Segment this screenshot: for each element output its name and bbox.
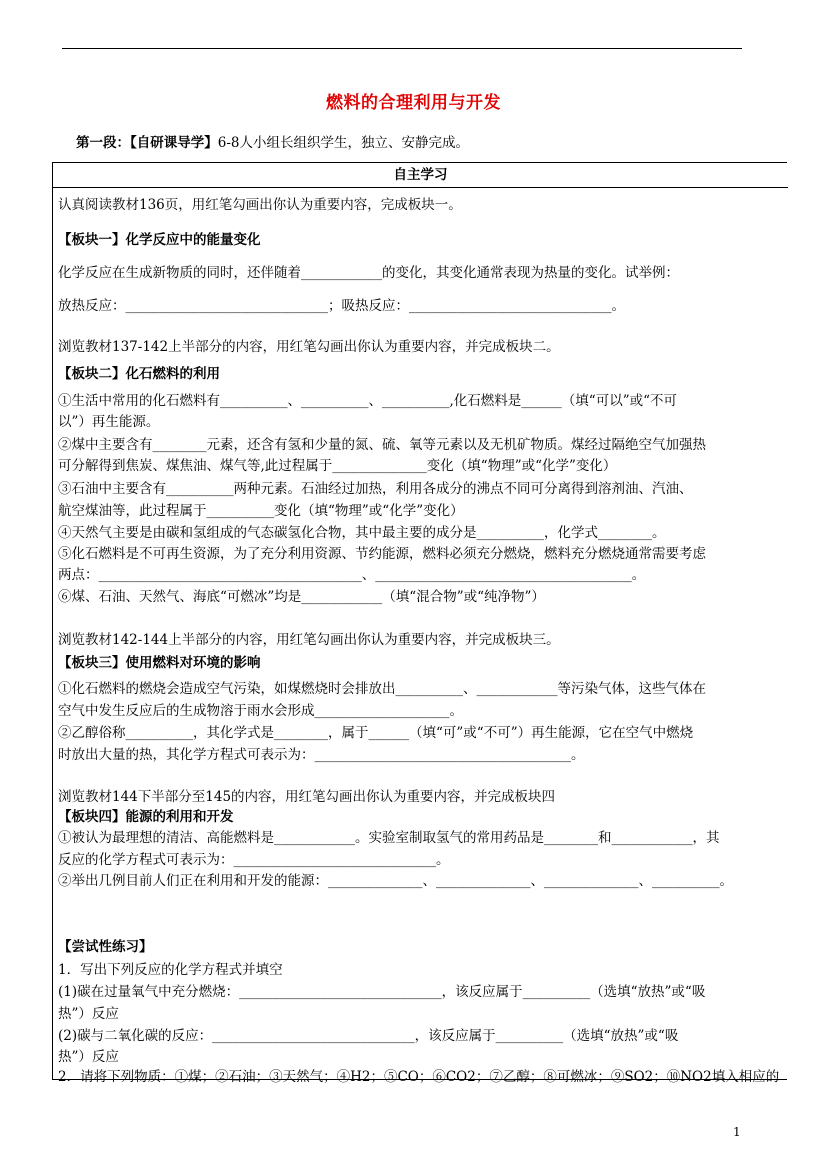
box-header: 自主学习 xyxy=(53,163,788,188)
body-line: ②煤中主要含有________元素，还含有氢和少量的氮、硫、氧等元素以及无机矿物质。煤经过隔绝空气加强热 xyxy=(58,437,706,453)
section-heading: 【板块四】能源的利用和开发 xyxy=(58,809,234,825)
body-line: ④天然气主要是由碳和氢组成的气态碳氢化合物，其中最主要的成分是__________，化学式________。 xyxy=(58,525,666,541)
body-line: 可分解得到焦炭、煤焦油、煤气等,此过程属于______________变化（填“物理”或“化学”变化） xyxy=(58,458,617,474)
body-line: 航空煤油等，此过程属于__________变化（填“物理”或“化学”变化） xyxy=(58,503,464,519)
intro-line xyxy=(76,131,469,151)
body-line: 反应的化学方程式可表示为：______________________________。 xyxy=(58,852,450,868)
section-heading: 【尝试性练习】 xyxy=(58,939,153,955)
section-heading: 【板块三】使用燃料对环境的影响 xyxy=(58,655,261,671)
body-line: 化学反应在生成新物质的同时，还伴随着____________的变化，其变化通常表现为热量的变化。试举例： xyxy=(58,265,679,281)
body-line: 浏览教材142-144上半部分的内容，用红笔勾画出你认为重要内容，并完成板块三。 xyxy=(58,632,560,648)
body-line: 时放出大量的热，其化学方程式可表示为：______________________________________。 xyxy=(58,747,585,763)
body-line: (1)碳在过量氧气中充分燃烧：______________________________，该反应属于__________（选填“放热”或“吸 xyxy=(58,984,706,1000)
body-line: 热”）反应 xyxy=(58,1049,119,1065)
section-heading: 【板块一】化学反应中的能量变化 xyxy=(58,232,261,248)
header-rule xyxy=(62,48,742,49)
body-line: ③石油中主要含有__________两种元素。石油经过加热，利用各成分的沸点不同可分离得到溶剂油、汽油、 xyxy=(58,481,693,497)
body-line: 以”）再生能源。 xyxy=(58,414,160,430)
body-line: 两点：_______________________________________、______________________________________。 xyxy=(58,567,646,583)
intro-bold: 第一段：【自研课导学】 xyxy=(76,135,218,151)
body-line: ①化石燃料的燃烧会造成空气污染，如煤燃烧时会排放出__________、____________等污染气体，这些气体在 xyxy=(58,681,706,697)
body-line: ②举出几例目前人们正在利用和开发的能源：______________、______________、______________、__________。 xyxy=(58,873,733,889)
body-line: 认真阅读教材136页，用红笔勾画出你认为重要内容，完成板块一。 xyxy=(58,197,462,213)
body-line: ①生活中常用的化石燃料有__________、__________、__________,化石燃料是______（填“可以”或“不可 xyxy=(58,393,677,409)
body-line: 2．请将下列物质：①煤；②石油；③天然气；④H2；⑤CO；⑥CO2；⑦乙醇；⑧可燃冰；⑨SO2；⑩NO2填入相应的 xyxy=(58,1069,780,1085)
body-line: 空气中发生反应后的生成物溶于雨水会形成____________________。 xyxy=(58,703,463,719)
intro-text: 6-8人小组长组织学生，独立、安静完成。 xyxy=(217,135,469,151)
body-line: 浏览教材137-142上半部分的内容，用红笔勾画出你认为重要内容，并完成板块二。 xyxy=(58,339,560,355)
body-line: ⑥煤、石油、天然气、海底“可燃冰”均是____________（填“混合物”或“纯净物”） xyxy=(58,589,545,605)
body-line: (2)碳与二氧化碳的反应：______________________________，该反应属于__________（选填“放热”或“吸 xyxy=(58,1028,679,1044)
body-line: ①被认为最理想的清洁、高能燃料是____________。实验室制取氢气的常用药品是________和____________，其 xyxy=(58,830,720,846)
body-line: ⑤化石燃料是不可再生资源，为了充分利用资源、节约能源，燃料必须充分燃烧，燃料充分燃烧通常需要考虑 xyxy=(58,546,706,562)
body-line: 1．写出下列反应的化学方程式并填空 xyxy=(58,962,283,978)
page-title: 燃料的合理利用与开发 xyxy=(326,93,501,113)
body-line: 浏览教材144下半部分至145的内容，用红笔勾画出你认为重要内容，并完成板块四 xyxy=(58,789,556,805)
body-line: ②乙醇俗称__________，其化学式是________，属于______（填“可”或“不可”）再生能源，它在空气中燃烧 xyxy=(58,725,694,741)
body-line: 热”）反应 xyxy=(58,1006,119,1022)
body-line: 放热反应：______________________________；吸热反应：______________________________。 xyxy=(58,298,625,314)
section-heading: 【板块二】化石燃料的利用 xyxy=(58,366,220,382)
page-number: 1 xyxy=(733,1125,741,1139)
